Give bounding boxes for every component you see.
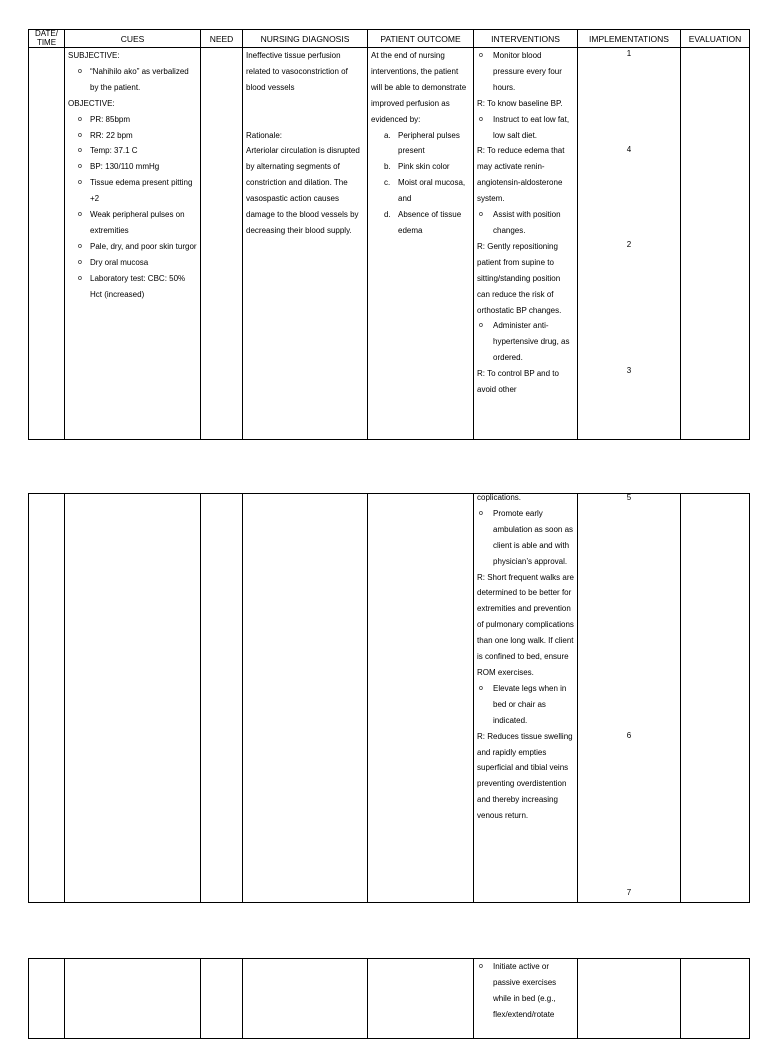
intervention-item: o Promote early ambulation as soon as client is able and with physician’s approval. <box>477 506 574 570</box>
header-nursing-diagnosis: NURSING DIAGNOSIS <box>243 30 368 48</box>
care-plan-row <box>29 494 750 903</box>
intervention-item: o Administer anti-hypertensive drug, as ordered. <box>477 318 574 366</box>
patient-outcome-cell <box>368 959 474 1039</box>
header-need: NEED <box>201 30 243 48</box>
implementation-number: 6 <box>626 731 632 740</box>
objective-item: o Pale, dry, and poor skin turgor <box>68 239 197 255</box>
implementation-number: 7 <box>626 888 632 897</box>
care-plan-table-page-1 <box>28 29 750 440</box>
intervention-item: o Instruct to eat low fat, low salt diet. <box>477 112 574 144</box>
intervention-rationale: R: To control BP and to avoid other <box>477 369 559 395</box>
header-implementations: IMPLEMENTATIONS <box>578 30 681 48</box>
header-row <box>29 30 750 48</box>
header-interventions: INTERVENTIONS <box>474 30 578 48</box>
objective-item: o BP: 130/110 mmHg <box>68 159 197 175</box>
rationale-text: Arteriolar circulation is disrupted by alternating segments of constriction and dilation. The vasospastic action causes damage to the blood vessels by decreasing their blood supply. <box>246 146 360 235</box>
implementations-cell <box>578 48 681 440</box>
objective-item: o Dry oral mucosa <box>68 255 197 271</box>
need-cell <box>201 959 243 1039</box>
objective-item: o RR: 22 bpm <box>68 128 197 144</box>
date-time-cell <box>29 959 65 1039</box>
diagnosis-statement: Ineffective tissue perfusion related to vasoconstriction of blood vessels <box>246 51 348 92</box>
subjective-item: o “Nahihilo ako” as verbalized by the patient. <box>68 64 197 96</box>
intervention-rationale: R: To reduce edema that may activate renin-angiotensin-aldosterone system. <box>477 146 565 204</box>
objective-item: o Temp: 37.1 C <box>68 143 197 159</box>
implementation-number: 5 <box>626 493 632 502</box>
need-cell <box>201 48 243 440</box>
care-plan-row <box>29 959 750 1039</box>
implementation-number: 4 <box>626 145 632 154</box>
care-plan-table-page-3 <box>28 958 750 1039</box>
header-patient-outcome: PATIENT OUTCOME <box>368 30 474 48</box>
care-plan-table-page-2 <box>28 493 750 903</box>
intervention-rationale: R: Gently repositioning patient from supine to sitting/standing position can reduce the risk of orthostatic BP changes. <box>477 241 562 315</box>
cues-cell <box>65 959 201 1039</box>
header-cues: CUES <box>65 30 201 48</box>
implementations-cell <box>578 959 681 1039</box>
intervention-item: o Initiate active or passive exercises while in bed (e.g., flex/extend/rotate <box>477 959 574 1023</box>
need-cell <box>201 494 243 903</box>
evaluation-cell <box>681 494 750 903</box>
care-plan-row <box>29 48 750 440</box>
intervention-item: o Elevate legs when in bed or chair as indicated. <box>477 681 574 729</box>
intervention-item: o Assist with position changes. <box>477 207 574 239</box>
intervention-rationale: R: To know baseline BP. <box>477 98 563 108</box>
objective-item: o Laboratory test: CBC: 50% Hct (increased) <box>68 271 197 303</box>
date-time-cell <box>29 494 65 903</box>
evaluation-cell <box>681 48 750 440</box>
outcome-item: d. Absence of tissue edema <box>384 210 462 235</box>
objective-item: o Weak peripheral pulses on extremities <box>68 207 197 239</box>
evaluation-cell <box>681 959 750 1039</box>
header-date-time: DATE/ TIME <box>29 30 65 48</box>
intervention-rationale: R: Short frequent walks are determined to be better for extremities and prevention of pulmonary complications than one long walk. If client is confined to bed, ensure ROM exercises. <box>477 572 574 677</box>
outcome-item: a. Peripheral pulses present <box>384 130 460 156</box>
cues-cell <box>65 48 201 440</box>
intervention-rationale: R: Reduces tissue swelling and rapidly empties superficial and tibial veins preventing overdistention and thereby increasing venous return. <box>477 731 573 821</box>
rationale-label: Rationale: <box>246 130 283 140</box>
outcome-item: c. Moist oral mucosa, and <box>384 178 466 204</box>
patient-outcome-cell <box>368 494 474 903</box>
implementation-number: 2 <box>626 240 632 249</box>
outcome-intro: At the end of nursing interventions, the patient will be able to demonstrate improved perfusion as evidenced by: <box>371 51 467 124</box>
interventions-cell <box>474 48 578 440</box>
intervention-item: o Monitor blood pressure every four hours. <box>477 48 574 96</box>
nursing-diagnosis-cell <box>243 959 368 1039</box>
objective-label: OBJECTIVE: <box>68 98 115 108</box>
cues-cell <box>65 494 201 903</box>
interventions-cell <box>474 494 578 903</box>
implementation-number: 3 <box>626 366 632 375</box>
implementation-number: 1 <box>626 49 632 58</box>
patient-outcome-cell <box>368 48 474 440</box>
outcome-item: b. Pink skin color <box>384 162 450 172</box>
date-time-cell <box>29 48 65 440</box>
implementations-cell <box>578 494 681 903</box>
header-evaluation: EVALUATION <box>681 30 750 48</box>
nursing-diagnosis-cell <box>243 494 368 903</box>
intervention-rationale-continued: coplications. <box>477 493 522 502</box>
objective-item: o PR: 85bpm <box>68 112 197 128</box>
interventions-cell <box>474 959 578 1039</box>
objective-item: o Tissue edema present pitting +2 <box>68 175 197 207</box>
nursing-diagnosis-cell <box>243 48 368 440</box>
subjective-label: SUBJECTIVE: <box>68 51 120 60</box>
